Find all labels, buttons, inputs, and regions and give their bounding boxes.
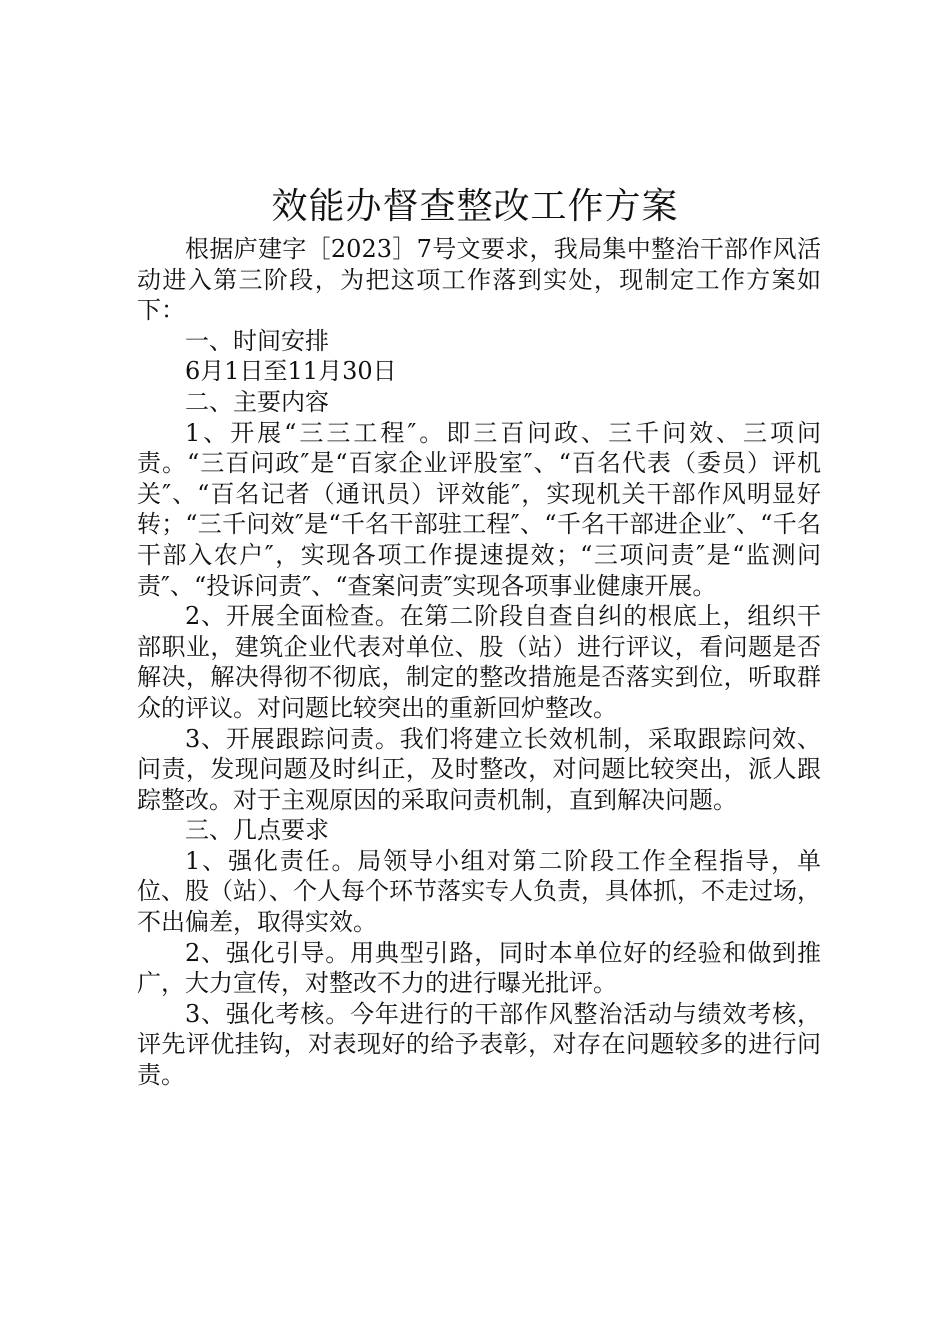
heading-main-content: 二、主要内容 <box>185 387 329 416</box>
paragraph-content-1: 1、开展“三三工程″。即三百问政、三千问效、三项问责。“三百问政″是“百家企业评股室″、“百名代表（委员）评机关″、“百名记者（通讯员）评效能″，实现机关干部作风明显好转；“三千问效″是“千名干部驻工程″、“千名干部进企业″、“千名干部入农户″，实现各项工作提速提效；“三项问责″是“监测问责″、“投诉问责″、“查案问责″实现各项事业健康开展。 <box>137 418 821 600</box>
paragraph-date-range: 6月1日至11月30日 <box>185 357 397 386</box>
paragraph-content-3: 3、开展跟踪问责。我们将建立长效机制，采取跟踪问效、问责，发现问题及时纠正，及时整改，对问题比较突出，派人跟踪整改。对于主观原因的采取问责机制，直到解决问题。 <box>137 724 821 814</box>
paragraph-content-2: 2、开展全面检查。在第二阶段自查自纠的根底上，组织干部职业，建筑企业代表对单位、股（站）进行评议，看问题是否解决，解决得彻不彻底，制定的整改措施是否落实到位，听取群众的评议。对问题比较突出的重新回炉整改。 <box>137 602 821 722</box>
heading-schedule: 一、时间安排 <box>185 326 329 355</box>
paragraph-requirement-3: 3、强化考核。今年进行的干部作风整治活动与绩效考核，评先评优挂钩，对表现好的给予表彰，对存在问题较多的进行问责。 <box>137 999 821 1090</box>
paragraph-intro: 根据庐建字［2023］7号文要求，我局集中整治干部作风活动进入第三阶段，为把这项工作落到实处，现制定工作方案如下： <box>137 235 821 325</box>
paragraph-requirement-1: 1、强化责任。局领导小组对第二阶段工作全程指导，单位、股（站）、个人每个环节落实专人负责，具体抓，不走过场，不出偏差，取得实效。 <box>137 846 821 937</box>
heading-requirements: 三、几点要求 <box>185 816 329 845</box>
document-body <box>137 234 821 1091</box>
paragraph-requirement-2: 2、强化引导。用典型引路，同时本单位好的经验和做到推广，大力宣传，对整改不力的进行曝光批评。 <box>137 938 821 998</box>
document-title: 效能办督查整改工作方案 <box>271 186 679 227</box>
